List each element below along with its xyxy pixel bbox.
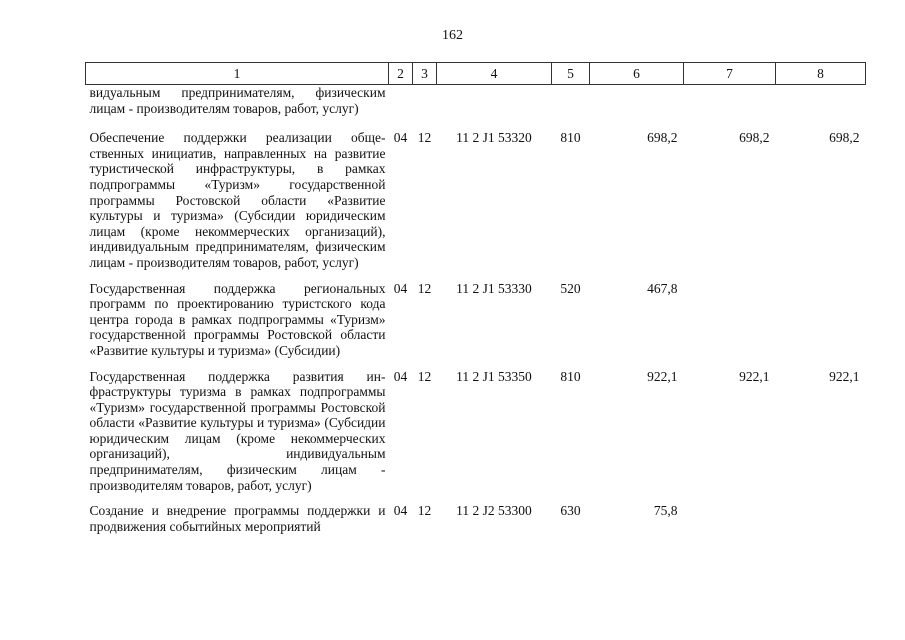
row-amount-3: 698,2 bbox=[829, 130, 860, 146]
row-section: 04 bbox=[393, 503, 408, 519]
row-amount-2: 922,1 bbox=[739, 368, 770, 384]
row-expense-type: 810 bbox=[560, 368, 581, 384]
row-description: Государственная поддержка развития инфраструктуры туризма в рамках подпрограммы «Туризм» государственной программы Ростовской области «Развитие культуры и туризма» (Субсидии юридическим лицам (кроме некоммерческих организаций), индивидуальным предпринимателям, физическим лицам - производителям товаров, работ, услуг) bbox=[89, 368, 386, 493]
header-col-3: 3 bbox=[413, 63, 437, 85]
header-col-2: 2 bbox=[389, 63, 413, 85]
row-target-code: 11 2 J1 53330 bbox=[456, 280, 532, 296]
page-number: 162 bbox=[442, 28, 463, 43]
row-amount-2 bbox=[684, 281, 776, 369]
header-col-5: 5 bbox=[552, 63, 590, 85]
row-subsection: 12 bbox=[417, 280, 432, 296]
row-target-code: 11 2 J1 53350 bbox=[456, 368, 532, 384]
row-subsection: 12 bbox=[417, 503, 432, 519]
header-col-7: 7 bbox=[684, 63, 776, 85]
header-row bbox=[86, 63, 866, 85]
row-amount-3: 922,1 bbox=[829, 368, 860, 384]
row-amount-1: 698,2 bbox=[647, 130, 678, 146]
row-description: Обеспечение поддержки реализации общественных инициатив, направленных на развитие туристической инфраструктуры, в рамках подпрограммы «Туризм» государственной программы Ростовской области «Развитие культуры и туризма» (Субсидии юридическим лицам (кроме некоммерческих организаций), индивидуальным предпринимателям, физическим лицам - производителям товаров, работ, услуг) bbox=[89, 130, 386, 270]
row-description: Государственная поддержка региональных программ по проектированию туристского кода центра города в рамках подпрограммы «Туризм» государственной программы Ростовской области «Развитие культуры и туризма» (Субсидии) bbox=[89, 280, 386, 358]
row-amount-1: 75,8 bbox=[653, 503, 678, 519]
header-col-4: 4 bbox=[437, 63, 552, 85]
row-amount-3 bbox=[776, 281, 866, 369]
continuation-text: видуальным предпринимателям, физическим лицам - производителям товаров, работ, услуг) bbox=[89, 85, 386, 116]
row-target-code: 11 2 J2 53300 bbox=[456, 503, 532, 519]
row-amount-2 bbox=[684, 503, 776, 534]
row-amount-3 bbox=[776, 503, 866, 534]
row-expense-type: 630 bbox=[560, 503, 581, 519]
row-expense-type: 520 bbox=[560, 280, 581, 296]
row-section: 04 bbox=[393, 368, 408, 384]
row-amount-1: 467,8 bbox=[647, 280, 678, 296]
row-section: 04 bbox=[393, 280, 408, 296]
header-col-8: 8 bbox=[776, 63, 866, 85]
row-amount-2: 698,2 bbox=[739, 130, 770, 146]
continuation-row bbox=[86, 85, 866, 131]
row-amount-1: 922,1 bbox=[647, 368, 678, 384]
table-row bbox=[86, 281, 866, 369]
row-target-code: 11 2 J1 53320 bbox=[456, 130, 532, 146]
header-col-6: 6 bbox=[590, 63, 684, 85]
header-col-1: 1 bbox=[86, 63, 389, 85]
row-subsection: 12 bbox=[417, 130, 432, 146]
row-subsection: 12 bbox=[417, 368, 432, 384]
row-description: Создание и внедрение программы поддержки и продвижения событийных мероприятий bbox=[89, 503, 386, 534]
table-row bbox=[86, 503, 866, 534]
table-row bbox=[86, 369, 866, 504]
row-expense-type: 810 bbox=[560, 130, 581, 146]
table-row bbox=[86, 130, 866, 280]
row-section: 04 bbox=[393, 130, 408, 146]
budget-table bbox=[85, 62, 866, 534]
